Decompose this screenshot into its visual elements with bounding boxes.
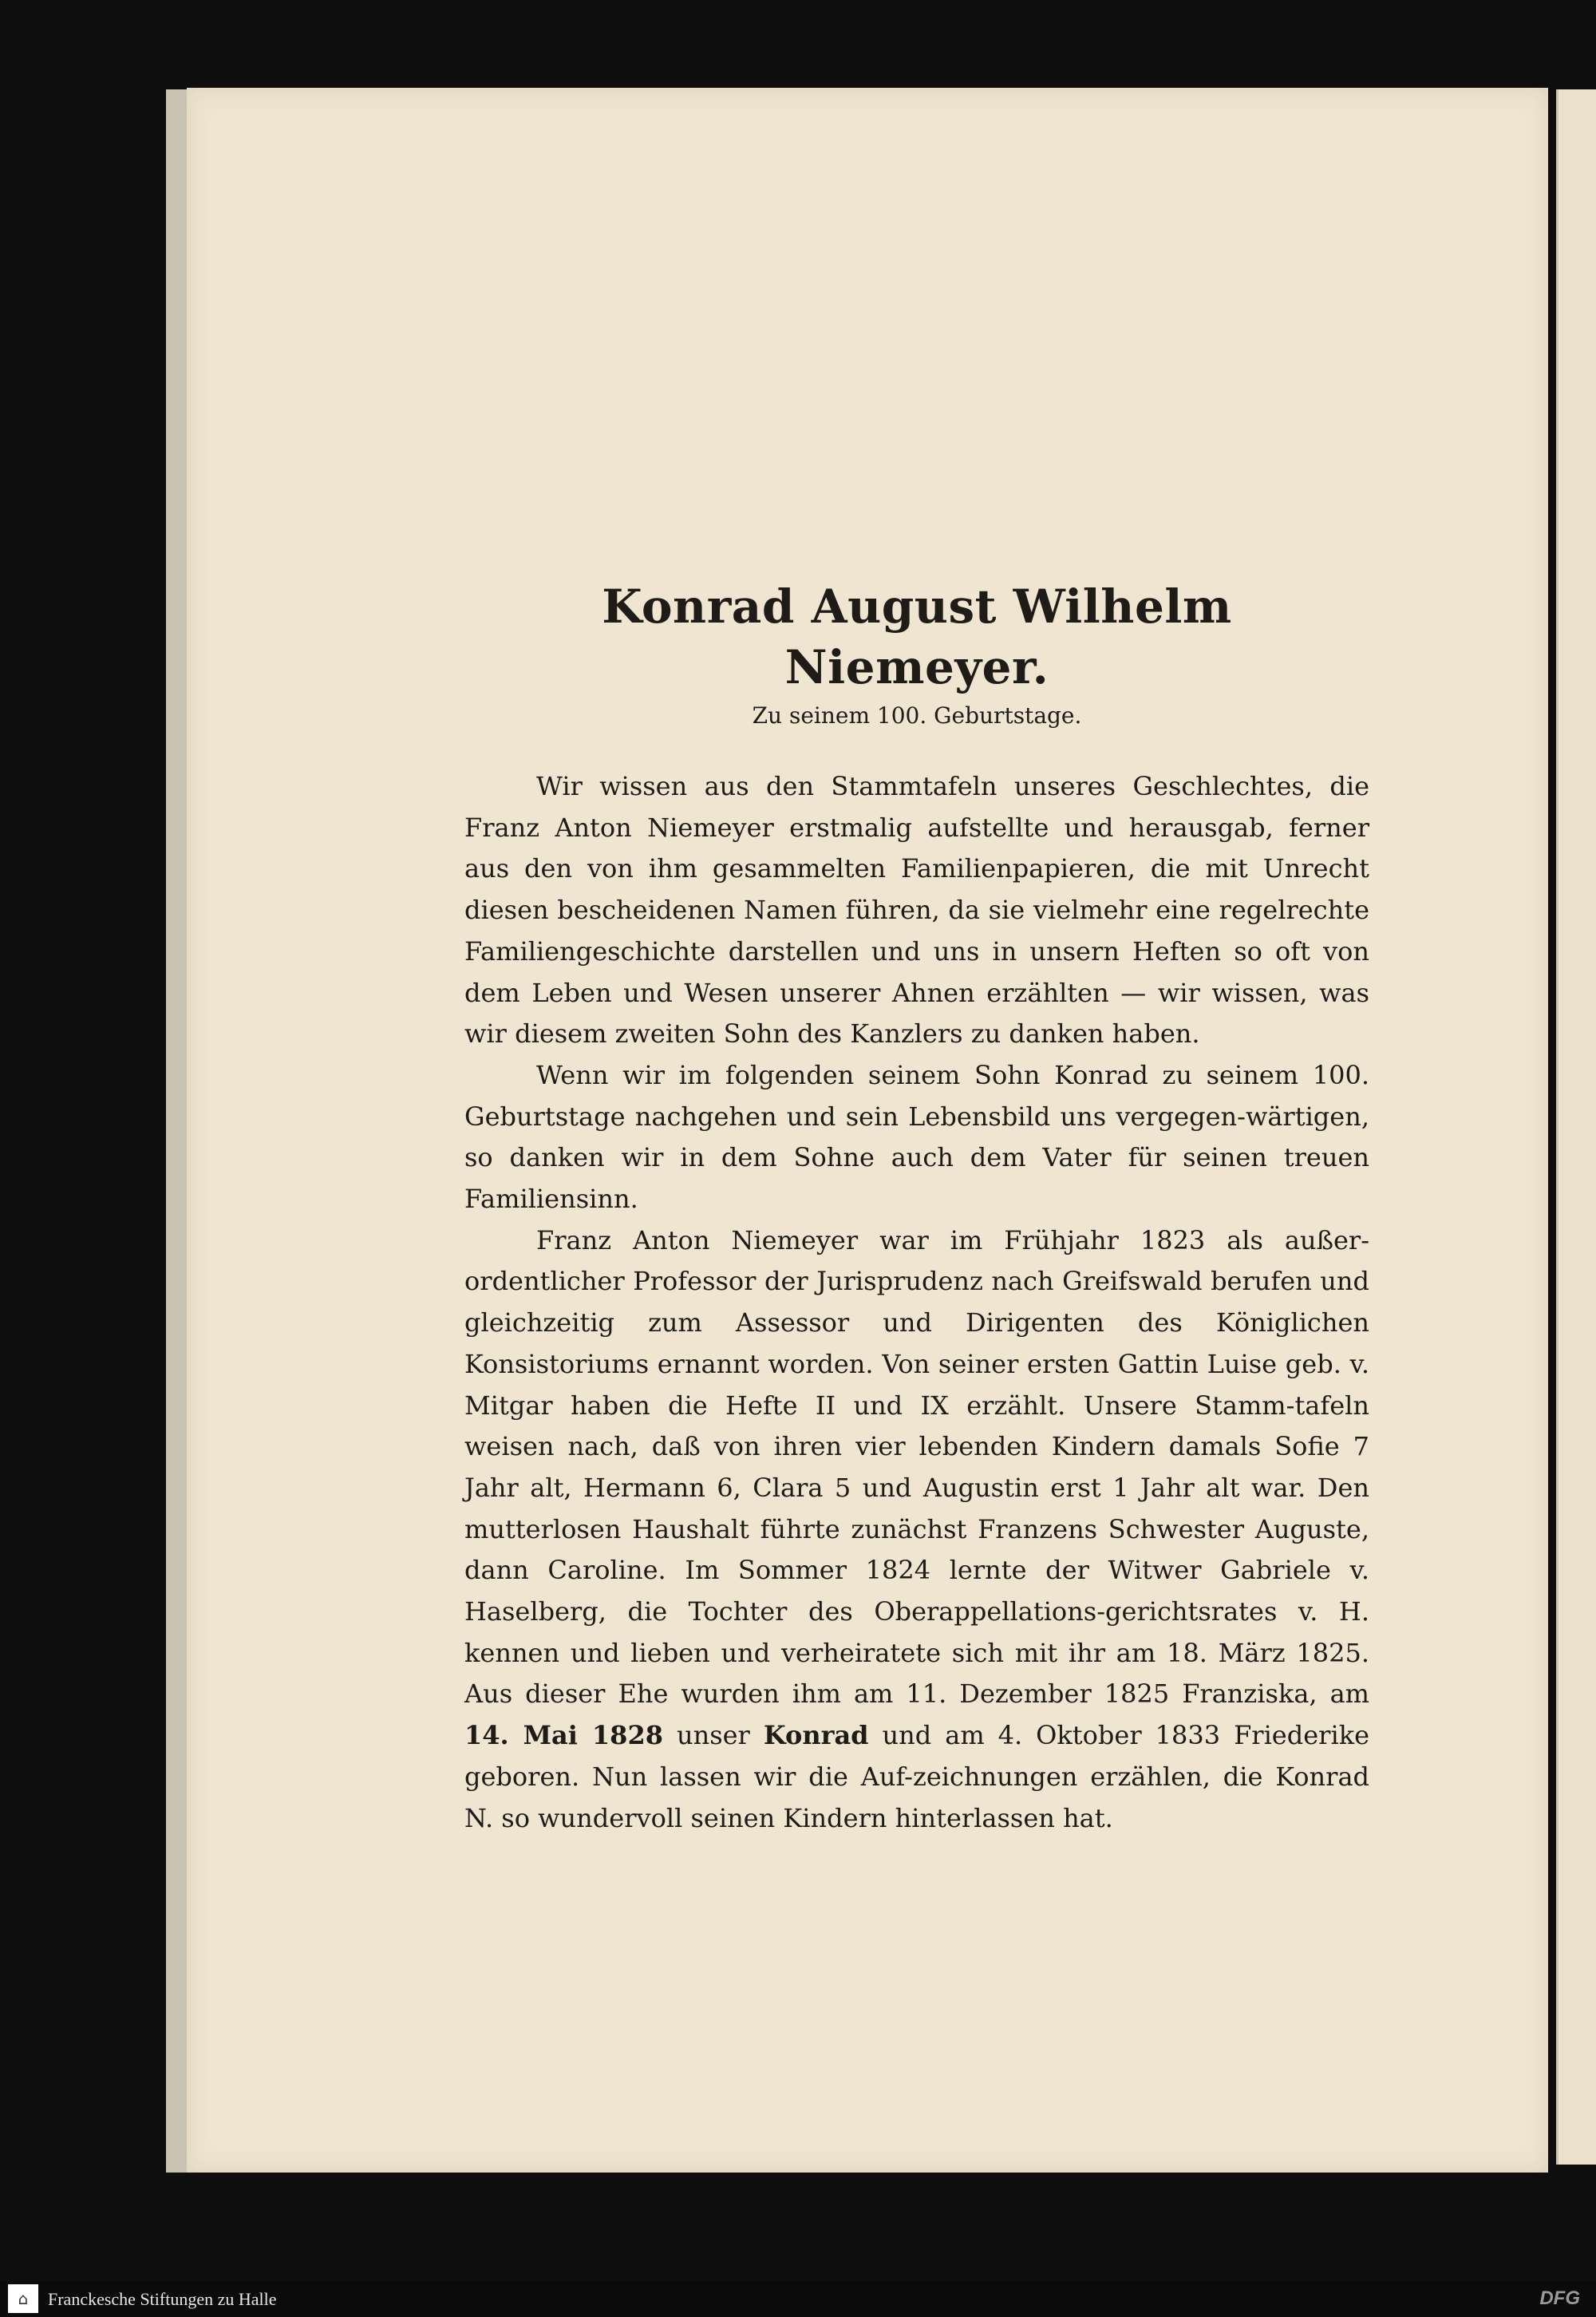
paragraph-2 bbox=[464, 1055, 1369, 1220]
text-run: Wir wissen aus den Stammtafeln unseres Geschlechtes, die Franz Anton Niemeyer erstmalig aufstellte und herausgab, ferner aus den von ihm gesammelten Familienpapieren, die mit Unrecht diesen bescheidenen Namen führen, da sie vielmehr eine regelrechte Familiengeschichte darstellen und uns in unsern Heften so oft von dem Leben und Wesen unserer Ahnen erzählten — wir wissen, was wir diesem zweiten Sohn des Kanzlers zu danken haben. bbox=[464, 771, 1369, 1050]
text-run: Wenn wir im folgenden seinem Sohn Konrad zu seinem 100. Geburtstage nachgehen und sein Lebensbild uns vergegen-wärtigen, so danken wir in dem Sohne auch dem Vater für seinen treuen Familiensinn. bbox=[464, 1059, 1369, 1215]
next-page-edge bbox=[1556, 89, 1596, 2165]
institution-name: Franckesche Stiftungen zu Halle bbox=[48, 2289, 277, 2309]
text-run: und am 4. Oktober 1833 Friederike geboren. Nun lassen wir die Auf-zeichnungen erzählen, die Konrad N. so wundervoll seinen Kindern hinterlassen hat. bbox=[464, 1720, 1370, 1833]
dfg-mark: DFG bbox=[1539, 2287, 1580, 2309]
paragraph-3 bbox=[464, 1220, 1369, 1840]
name-emphasis: Konrad bbox=[763, 1720, 869, 1751]
text-block bbox=[464, 576, 1369, 1839]
text-run: unser bbox=[662, 1720, 764, 1751]
paragraph-1 bbox=[464, 766, 1369, 1055]
page-subtitle: Zu seinem 100. Geburtstage. bbox=[752, 702, 1082, 729]
page-title: Konrad August Wilhelm Niemeyer. bbox=[602, 579, 1232, 694]
text-run: Franz Anton Niemeyer war im Frühjahr 1823 als außer-ordentlicher Professor der Jurisprudenz nach Greifswald berufen und gleichzeitig zum Assessor und Dirigenten des Königlichen Konsistoriums ernannt worden. Von seiner ersten Gattin Luise geb. v. Mitgar haben die Hefte II und IX erzählt. Unsere Stamm-tafeln weisen nach, daß von ihren vier lebenden Kindern damals Sofie 7 Jahr alt, Hermann 6, Clara 5 und Augustin erst 1 Jahr alt war. Den mutterlosen Haushalt führte zunächst Franzens Schwester Auguste, dann Caroline. Im Sommer 1824 lernte der Witwer Gabriele v. Haselberg, die Tochter des Oberappellations-gerichtsrates v. H. kennen und lieben und verheiratete sich mit ihr am 18. März 1825. Aus dieser Ehe wurden ihm am 11. Dezember 1825 Franziska, am bbox=[464, 1224, 1369, 1710]
viewer-footer bbox=[0, 2281, 1596, 2317]
birth-date-emphasis: 14. Mai 1828 bbox=[464, 1720, 663, 1751]
institution-logo-icon: ⌂ bbox=[8, 2284, 38, 2313]
